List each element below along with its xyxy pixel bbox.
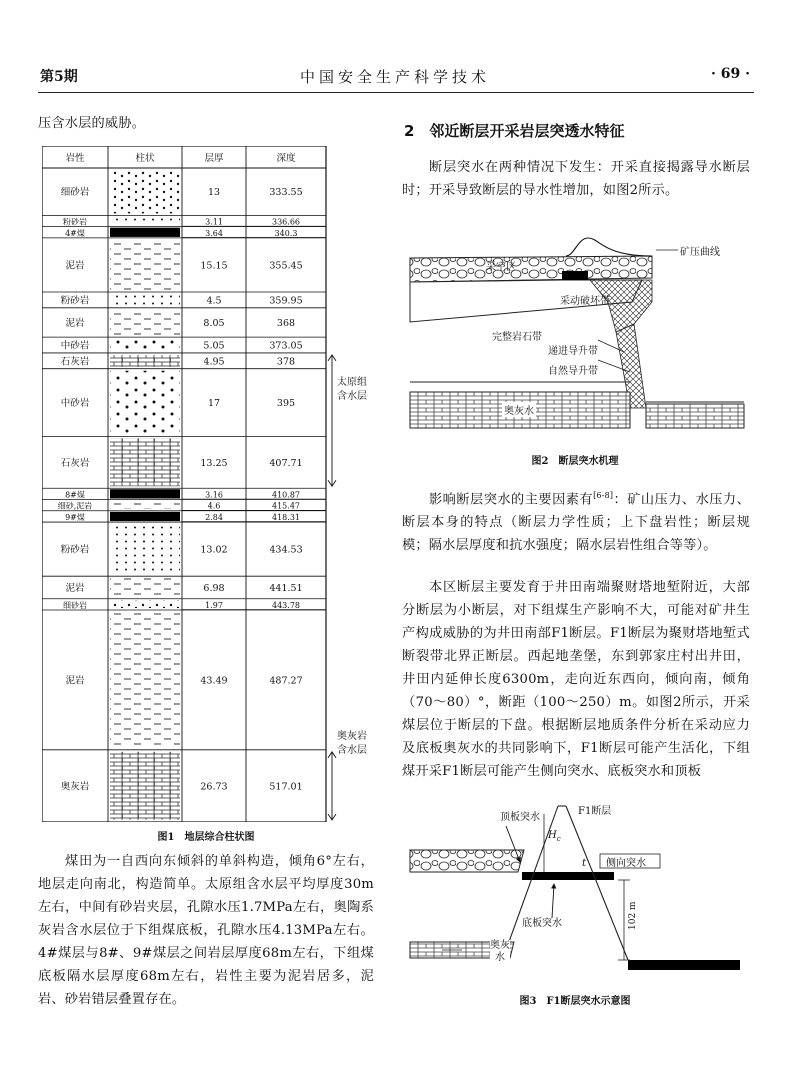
column-cell-name: 粉砂岩	[63, 217, 87, 227]
fig2-label-natural: 自然导升带	[548, 366, 598, 377]
right-paragraph-2	[402, 484, 750, 557]
fig3-label-roof: 顶板突水	[500, 812, 540, 823]
column-cell-depth: 336.66	[272, 217, 300, 227]
lithology-pattern	[110, 339, 180, 351]
column-cell-thick: 26.73	[200, 781, 228, 793]
column-cell-thick: 8.05	[203, 317, 225, 329]
page-number: · 69 ·	[711, 66, 750, 82]
column-row	[42, 355, 326, 369]
lithology-pattern	[110, 310, 180, 335]
fig2-roof-strata	[410, 256, 652, 282]
column-cell-name: 粉砂岩	[60, 544, 90, 556]
fig2-label-progressive: 递进导升带	[548, 346, 598, 357]
lithology-pattern	[110, 438, 180, 486]
bracket-label-ordovician	[332, 730, 372, 758]
header-rule	[38, 92, 754, 93]
bracket-ordo-line2: 含水层	[337, 745, 367, 756]
column-cell-depth: 368	[276, 317, 296, 329]
column-row	[42, 501, 326, 511]
figure2-caption: 图2 断层突水机理	[531, 456, 619, 467]
lithology-pattern	[110, 170, 180, 213]
lithology-pattern	[110, 612, 180, 748]
fig3-ordo-line2: 水	[495, 952, 505, 963]
column-row	[42, 371, 326, 437]
fig2-label-ordo: 奥灰水	[502, 402, 536, 417]
fig2-label-damage: 采动破坏带	[560, 296, 610, 307]
column-row	[42, 600, 326, 610]
column-row	[42, 170, 326, 215]
fig3-hc-main: H	[548, 830, 557, 841]
fig2-label-goaf: 采空区	[486, 262, 516, 273]
column-cell-name: 4#煤	[65, 228, 85, 238]
column-header-2: 层厚	[204, 153, 224, 164]
bracket-ordo-line1: 奥灰岩	[337, 731, 367, 742]
figure1-caption: 图1 地层综合柱状图	[157, 832, 255, 843]
fig3-label-fault: F1断层	[578, 806, 612, 817]
para2-text-b: ：矿山压力、水压力、断层本身的特点（断层力学性质；上下盘岩性；断层规模；隔水层厚度和抗水强度；隔水层岩性组合等等）。	[402, 492, 750, 554]
fig3-coal-seam	[522, 872, 614, 880]
column-row	[42, 228, 326, 238]
column-cell-thick: 1.97	[205, 600, 223, 610]
section-2-title: 2 邻近断层开采岩层突透水特征	[404, 122, 625, 140]
stratigraphic-column-svg	[42, 146, 370, 822]
fig3-label-distance: 102 m	[628, 901, 638, 930]
lithology-pattern	[110, 502, 180, 509]
column-cell-depth: 359.95	[269, 295, 303, 307]
column-row	[42, 294, 326, 308]
column-row	[42, 524, 326, 576]
column-header-1: 柱状	[135, 153, 155, 164]
column-cell-depth: 395	[276, 398, 296, 410]
lithology-pattern	[110, 489, 180, 498]
left-paragraph-1: 煤田为一自西向东倾斜的单斜构造，倾角6°左右，地层走向南北，构造简单。太原组含水层平均厚度30m左右，中间有砂岩夹层，孔隙水压1.7MPa左右，奥陶系灰岩含水层位于下组煤底板，孔隙水压4.13MPa左右。4#煤层与8#、9#煤层之间岩层厚度68m左右，下组煤底板隔水层厚度68m左右，岩性主要为泥岩居多，泥岩、砂岩错层叠置存在。	[38, 854, 374, 1007]
figure2-svg	[402, 232, 748, 442]
column-cell-thick: 15.15	[200, 260, 228, 272]
column-row	[42, 512, 326, 522]
column-cell-thick: 3.11	[205, 217, 223, 227]
column-cell-name: 粉砂岩	[60, 295, 90, 307]
column-row	[42, 578, 326, 599]
column-cell-depth: 355.45	[269, 260, 303, 272]
column-row	[42, 489, 326, 499]
column-cell-thick: 13	[207, 187, 221, 199]
aquifer-bracket	[328, 355, 336, 486]
column-cell-thick: 3.64	[205, 228, 223, 238]
lithology-pattern	[110, 512, 180, 521]
fig2-label-pressure: 矿压曲线	[680, 247, 720, 258]
column-cell-name: 奥灰岩	[60, 781, 90, 793]
left-first-line: 压含水层的威胁。	[38, 116, 146, 131]
column-cell-depth: 415.47	[272, 501, 300, 511]
column-row	[42, 339, 326, 353]
figure3-diagram	[402, 800, 748, 978]
column-cell-depth: 373.05	[269, 340, 303, 352]
para2-text-a: 影响断层突水的主要因素有	[429, 492, 594, 508]
lithology-pattern	[110, 355, 180, 367]
lithology-pattern	[110, 228, 180, 237]
column-cell-depth: 418.31	[272, 512, 300, 522]
column-cell-thick: 17	[207, 398, 221, 410]
column-cell-depth: 443.78	[272, 600, 300, 610]
figure2-diagram	[402, 232, 748, 442]
column-cell-thick: 4.5	[206, 295, 222, 307]
lithology-pattern	[110, 752, 180, 820]
citation-ref: [6-8]	[593, 491, 614, 500]
column-cell-depth: 410.87	[272, 490, 300, 500]
column-cell-name: 细砂,泥岩	[57, 501, 93, 511]
issue-number: 第5期	[40, 69, 78, 85]
column-cell-depth: 517.01	[269, 781, 303, 793]
bracket-taiyuan-line1: 太原组	[337, 377, 367, 388]
column-cell-name: 中砂岩	[60, 398, 90, 410]
column-cell-depth: 407.71	[269, 457, 303, 469]
right-paragraph-3: 本区断层主要发育于井田南端聚财塔地堑附近，大部分断层为小断层，对下组煤生产影响不大，可能对矿井生产构成威胁的为井田南部F1断层。F1断层为聚财塔地堑式断裂带北界正断层。西起地垄堡，东到郭家庄村出井田，井田内延伸长度6300m，走向近东西向，倾向南，倾角（70～80）°，断距（100～250）m。如图2所示，开采煤层位于断层的下盘。根据断层地质条件分析在采动应力及底板奥灰水的共同影响下，F1断层可能产生活化，下组煤开采F1断层可能产生侧向突水、底板突水和顶板	[402, 580, 750, 779]
column-cell-depth: 340.3	[274, 228, 298, 238]
fig3-label-t: t	[582, 858, 587, 869]
column-row	[42, 240, 326, 292]
fig2-coal-seam	[562, 271, 588, 280]
column-cell-thick: 6.98	[203, 582, 225, 594]
fig3-roof-strata	[410, 850, 524, 872]
column-row	[42, 752, 326, 822]
column-cell-depth: 434.53	[269, 544, 303, 556]
fig3-label-floor: 底板突水	[522, 918, 562, 929]
column-cell-name: 中砂岩	[60, 340, 90, 352]
fig3-ordo-line1: 奥灰	[490, 940, 510, 951]
right-paragraph-1: 断层突水在两种情况下发生：开采直接揭露导水断层时；开采导致断层的导水性增加，如图2所示。	[402, 160, 750, 198]
column-row	[42, 612, 326, 750]
lithology-pattern	[110, 371, 180, 435]
column-cell-name: 泥岩	[65, 260, 85, 272]
column-row	[42, 216, 326, 226]
column-cell-thick: 4.95	[203, 356, 225, 368]
column-cell-name: 细砂岩	[60, 187, 90, 199]
column-cell-thick: 13.02	[200, 544, 228, 556]
column-cell-depth: 487.27	[269, 675, 303, 687]
column-cell-thick: 5.05	[203, 340, 225, 352]
column-header-3: 深度	[276, 153, 296, 164]
lithology-pattern	[110, 294, 180, 306]
column-cell-thick: 13.25	[200, 457, 228, 469]
lithology-pattern	[110, 240, 180, 290]
column-row	[42, 438, 326, 488]
column-cell-depth: 333.55	[269, 187, 303, 199]
column-cell-name: 泥岩	[65, 317, 85, 329]
fig3-label-lateral: 侧向突水	[606, 858, 646, 869]
column-row	[42, 310, 326, 337]
column-cell-thick: 3.16	[205, 490, 223, 500]
fig3-lower-seam	[628, 960, 740, 970]
column-cell-thick: 4.6	[207, 501, 221, 511]
fig2-pressure-curve	[566, 238, 652, 256]
fig3-label-hc	[548, 830, 561, 843]
journal-title: 中国安全生产科学技术	[300, 68, 491, 86]
column-cell-name: 细砂岩	[63, 600, 87, 610]
fig3-hc-sub: c	[556, 835, 561, 843]
column-cell-name: 石灰岩	[60, 356, 90, 368]
column-cell-name: 9#煤	[65, 512, 85, 522]
column-header-0: 岩性	[65, 153, 85, 164]
column-cell-name: 8#煤	[65, 490, 85, 500]
lithology-pattern	[110, 601, 180, 608]
column-cell-name: 石灰岩	[60, 457, 90, 469]
column-cell-depth: 441.51	[269, 582, 303, 594]
figure3-svg	[402, 800, 748, 978]
column-cell-depth: 378	[276, 356, 296, 368]
figure3-caption: 图3 F1断层突水示意图	[519, 996, 631, 1007]
column-cell-thick: 43.49	[200, 675, 228, 687]
column-cell-thick: 2.84	[205, 512, 223, 522]
stratigraphic-column	[42, 146, 370, 822]
column-cell-name: 泥岩	[65, 675, 85, 687]
lithology-pattern	[110, 578, 180, 597]
fig3-label-ordo	[490, 940, 510, 964]
bracket-taiyuan-line2: 含水层	[337, 391, 367, 402]
fig2-label-intact: 完整岩石带	[492, 332, 542, 343]
aquifer-bracket	[328, 752, 336, 820]
column-cell-name: 泥岩	[65, 582, 85, 594]
bracket-label-taiyuan	[332, 376, 372, 404]
lithology-pattern	[110, 217, 180, 224]
lithology-pattern	[110, 524, 180, 574]
